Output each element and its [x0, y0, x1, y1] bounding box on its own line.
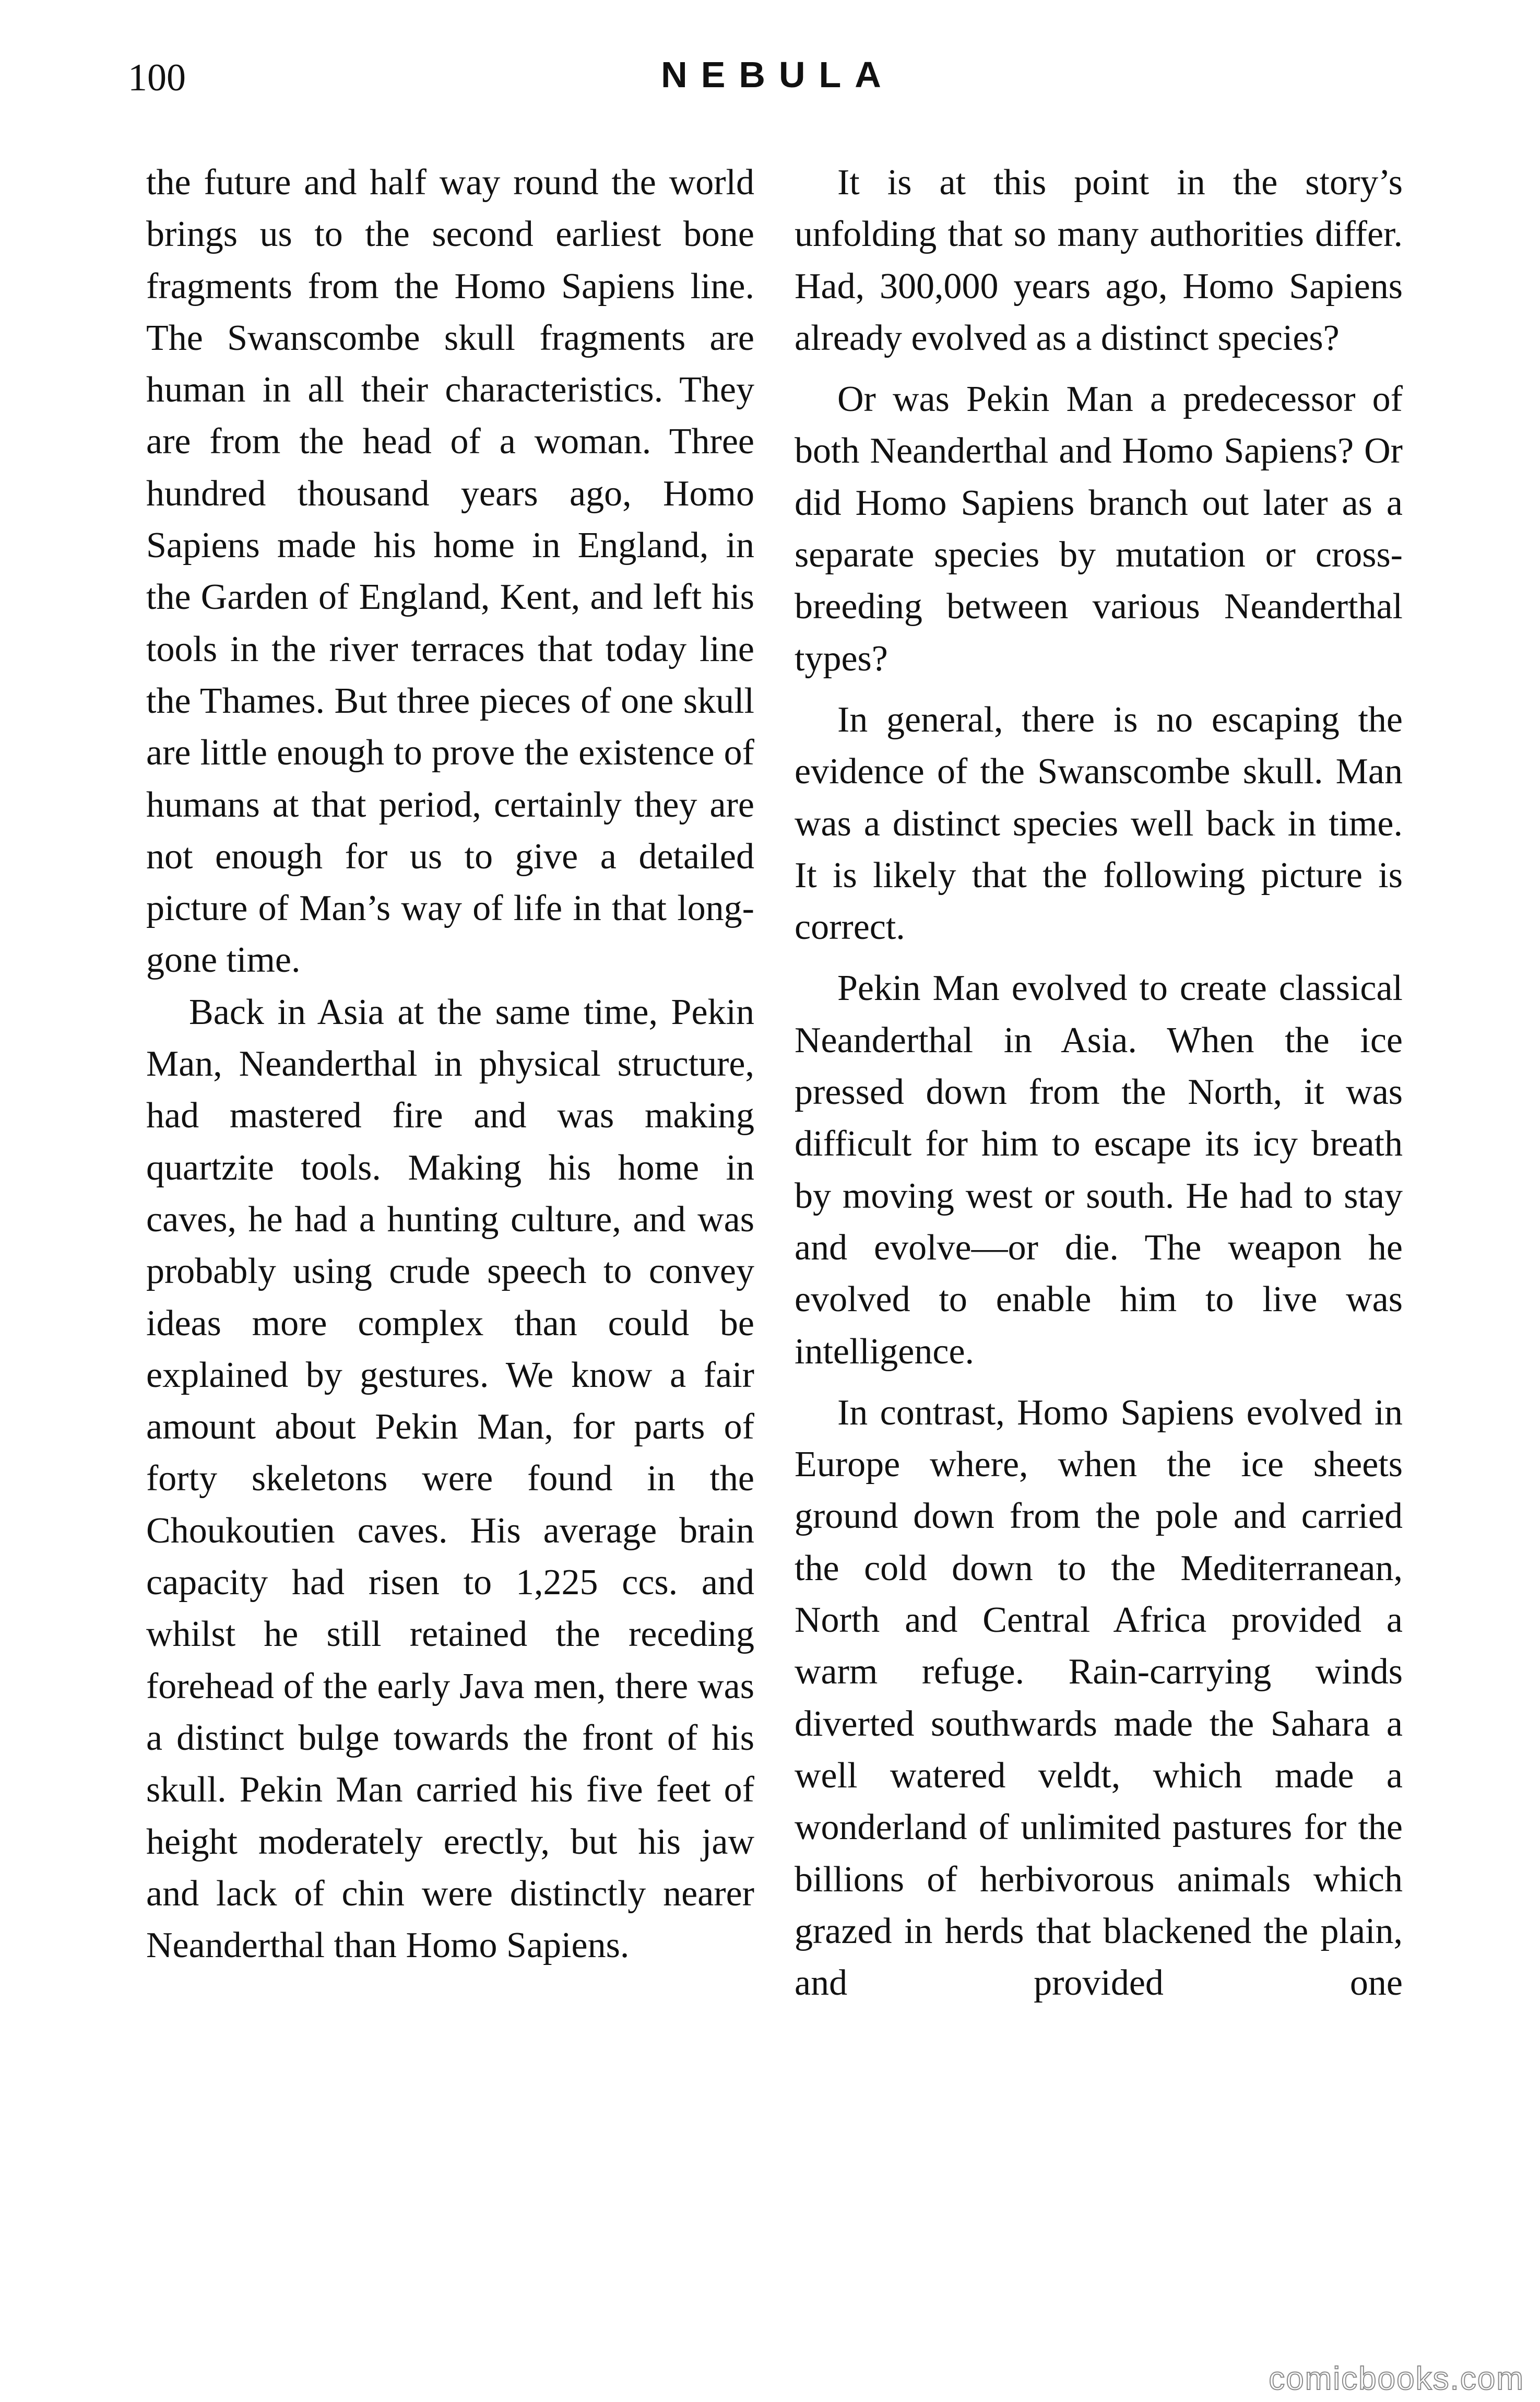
paragraph: Back in Asia at the same time, Pekin Man, Neanderthal in physical structure, had mastered fire and was making quartzite tools. Making his home in caves, he had a hunting culture, and was probably using crude speech to convey ideas more complex than could be explained by gestures. We know a fair amount about Pekin Man, for parts of forty skeletons were found in the Choukoutien caves. His average brain capacity had risen to 1,225 ccs. and whilst he still retained the receding forehead of the early Java men, there was a distinct bulge towards the front of his skull. Pekin Man carried his five feet of height moderately erectly, but his jaw and lack of chin were distinctly nearer Neanderthal than Homo Sapiens. — [146, 992, 754, 1966]
paragraph: In contrast, Homo Sapiens evolved in Europe where, when the ice sheets ground down from the pole and carried the cold down to the Mediterranean, North and Central Africa provided a warm refuge. Rain-carrying winds diverted southwards made the Sahara a well watered veldt, which made a wonderland of unlimited pastures for the billions of herbivorous animals which grazed in herds that blackened the plain, and provided one — [795, 1392, 1403, 2004]
left-column — [146, 157, 754, 1971]
paragraph: In general, there is no escaping the evidence of the Swanscombe skull. Man was a distinct species well back in time. It is likely that the following picture is correct. — [795, 699, 1403, 948]
paragraph: the future and half way round the world brings us to the second earliest bone fragments from the Homo Sapiens line. The Swanscombe skull fragments are human in all their characteristics. They are from the head of a woman. Three hundred thousand years ago, Homo Sapiens made his home in England, in the Garden of England, Kent, and left his tools in the river terraces that today line the Thames. But three pieces of one skull are little enough to prove the existence of humans at that period, certainly they are not enough for us to give a detailed picture of Man’s way of life in that long-gone time. — [146, 162, 754, 981]
paragraph: It is at this point in the story’s unfolding that so many authorities differ. Had, 300,000 years ago, Homo Sapiens already evolved as a distinct species? — [795, 162, 1403, 358]
watermark: comicbooks.com — [1269, 2361, 1524, 2397]
right-column — [795, 157, 1403, 2009]
running-head: NEBULA — [661, 54, 895, 95]
page-number: 100 — [128, 56, 186, 99]
paragraph: Or was Pekin Man a predecessor of both Neanderthal and Homo Sapiens? Or did Homo Sapiens branch out later as a separate species by mutation or cross-breeding between various Neanderthal types? — [795, 379, 1403, 679]
paragraph: Pekin Man evolved to create classical Neanderthal in Asia. When the ice pressed down from the North, it was difficult for him to escape its icy breath by moving west or south. He had to stay and evolve—or die. The weapon he evolved to enable him to live was intelligence. — [795, 968, 1403, 1372]
